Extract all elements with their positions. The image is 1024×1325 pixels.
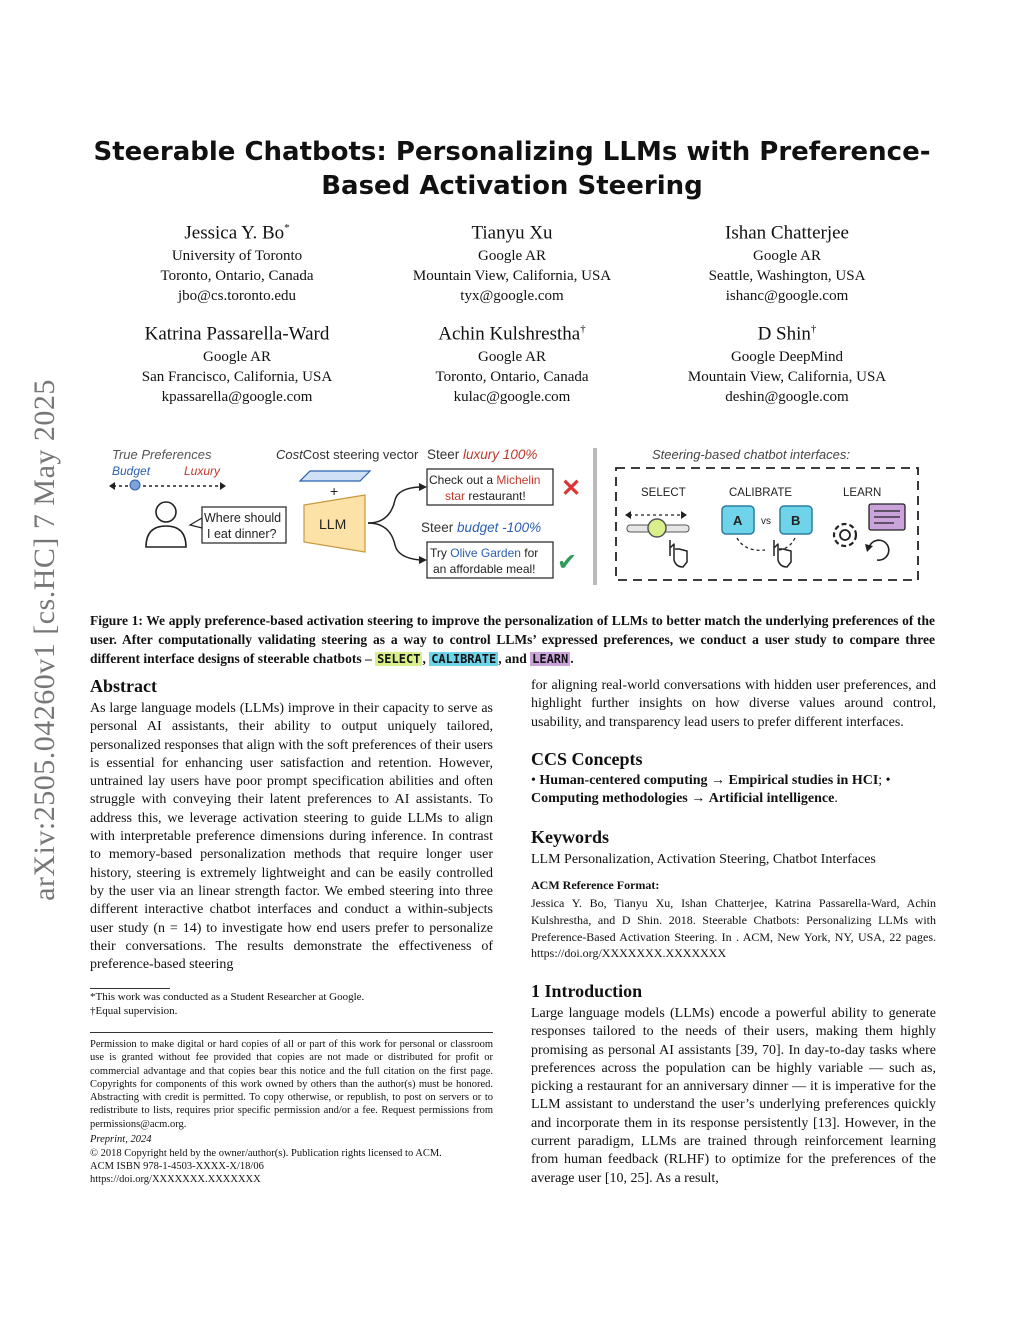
acm-ref-heading: ACM Reference Format:: [531, 878, 660, 892]
fig-resp1-c: star: [445, 489, 466, 503]
ccs-end: .: [834, 791, 838, 807]
intro-text: Large language models (LLMs) encode a powerful ability to generate responses tailored to the needs of their users, making them highly promising as personal AI assistants [39, 70]. In day-to-day tasks where preferences across the population can be highly variable — such as, picking a restaurant for an anniversary dinner — it is imperative for the LLM assistant to understand the user’s underlying preferences quickly and incorporate them in its response persistently [13]. However, in the current paradigm, LLMs are trained through reinforcement learning from human feedback (RLHF) to optimize for the preferences of the average user [10, 25]. As a result,: [531, 1006, 936, 1186]
fig-steer-word: Steer: [427, 447, 460, 462]
footnote-rule: [90, 988, 170, 989]
author-name: Achin Kulshrestha: [438, 323, 581, 345]
caption-text: Figure 1: We apply preference-based activation steering to improve the personalization of LLMs to better match the underlying preferences of the user. After computationally validating steering as a way to control LLMs’ expressed preferences, we conduct a user study to compare three different interface designs of steerable chatbots –: [90, 613, 935, 666]
hand-pointer-icon: [774, 540, 791, 567]
author-name: D Shin: [757, 323, 811, 345]
author-block: [107, 216, 367, 306]
user-icon: [156, 502, 176, 522]
caption-select-tag: SELECT: [377, 652, 421, 666]
fig-arrow-upper: [368, 487, 420, 523]
fig-learn-label: LEARN: [843, 487, 882, 499]
footnote-1: *This work was conducted as a Student Researcher at Google.: [90, 991, 365, 1003]
author-block: [657, 317, 917, 407]
ccs-heading: CCS Concepts: [531, 749, 643, 769]
author-name: Tianyu Xu: [471, 222, 553, 244]
fig-user-question-line1: Where should: [204, 511, 282, 525]
caption-and: , and: [498, 651, 527, 666]
figure-1: [105, 440, 935, 595]
fig-response-budget-line1: [430, 546, 538, 560]
author-affiliation: Google DeepMind: [730, 349, 844, 366]
hand-pointer-icon: [670, 540, 687, 567]
check-icon: ✔: [557, 549, 578, 576]
keywords-text: LLM Personalization, Activation Steering, Chatbot Interfaces: [531, 852, 876, 867]
keywords-heading: Keywords: [531, 827, 609, 847]
author-name: Ishan Chatterjee: [725, 222, 849, 244]
ccs-separator: ; •: [878, 773, 891, 788]
author-name: Jessica Y. Bo: [184, 222, 285, 244]
fig-arrowhead-left: [109, 482, 115, 490]
permission-text: Permission to make digital or hard copies of all or part of this work for personal or classroom use is granted without fee provided that copies are not made or distributed for profit or commercial advantage and that copies bear this notice and the full citation on the first page. Copyrights for components of this work owned by others than the author(s) must be honored. Abstracting with credit is permitted. To copy otherwise, or republish, to post on servers or to redistribute to lists, requires prior specific permission and/or a fee. Request permissions from permissions@acm.org.: [90, 1039, 493, 1130]
cross-icon: ✕: [561, 475, 582, 502]
fig-steer-luxury-value: luxury 100%: [463, 447, 538, 462]
author-affiliation: Google AR: [478, 349, 546, 366]
author-affiliation: Google AR: [203, 349, 271, 366]
fig-calibrate-label: CALIBRATE: [729, 487, 793, 499]
author-mark: *: [284, 222, 290, 234]
author-affiliation: University of Toronto: [171, 248, 303, 265]
fig-arrowhead-right: [220, 482, 226, 490]
gear-icon: [834, 524, 856, 546]
fig-arrow-lower: [368, 523, 420, 560]
fig-resp2-b: Olive Garden: [450, 546, 521, 560]
arxiv-id: arXiv:2505.04260v1 [cs.HC] 7 May 2025: [28, 379, 61, 901]
fig-select-slider-thumb: [648, 519, 666, 537]
author-mark: †: [580, 323, 586, 335]
fig-option-b-label: B: [791, 513, 801, 528]
fig-resp1-a: Check out a: [429, 473, 494, 487]
copyright-note: © 2018 Copyright held by the owner/author(s). Publication rights licensed to ACM.: [90, 1148, 442, 1159]
author-affiliation: Google AR: [478, 248, 546, 265]
fig-cost-vector-label: CostCost steering vector: [276, 447, 419, 462]
fig-user-question-line2: I eat dinner?: [207, 527, 277, 541]
doi-link[interactable]: https://doi.org/XXXXXXX.XXXXXXX: [90, 1174, 261, 1185]
author-location: Seattle, Washington, USA: [708, 268, 866, 285]
author-email[interactable]: ishanc@google.com: [725, 288, 849, 305]
abstract-heading: Abstract: [90, 676, 157, 696]
author-location: Toronto, Ontario, Canada: [435, 369, 589, 386]
fig-steer-word: Steer: [421, 520, 454, 535]
ccs-concepts: [531, 772, 936, 809]
caption-comma: ,: [422, 651, 426, 666]
fig-arrowhead-upper: [419, 483, 427, 491]
fig-calibrate-arrow-right: [777, 538, 795, 550]
ccs-arrow: →: [691, 791, 706, 807]
author-location: Mountain View, California, USA: [687, 369, 887, 386]
preprint-note: Preprint, 2024: [90, 1134, 152, 1145]
fig-luxury-label: Luxury: [184, 464, 221, 478]
ccs-concept-2b: Artificial intelligence: [708, 791, 835, 807]
author-email[interactable]: deshin@google.com: [725, 389, 849, 406]
author-block: [382, 216, 642, 306]
fig-vs-label: vs: [761, 516, 771, 527]
user-body-icon: [146, 526, 186, 547]
abstract-continuation: for aligning real-world conversations with hidden user preferences, and highlight further insights on how diverse values around control, usability, and transparency lead users to prefer different interfaces.: [531, 678, 936, 730]
fig-resp1-b: Michelin: [496, 473, 541, 487]
fig-option-a-label: A: [733, 513, 743, 528]
author-block: [107, 317, 367, 407]
fig-steer-luxury-label: [427, 447, 537, 462]
author-block: [382, 317, 642, 407]
fig-response-luxury-line2: [445, 489, 526, 503]
fig-select-arrow-left: [625, 511, 631, 519]
ccs-concept-2: Computing methodologies: [531, 791, 688, 807]
fig-calibrate-arrow-left: [737, 538, 765, 550]
author-email[interactable]: tyx@google.com: [460, 288, 564, 305]
abstract-text: As large language models (LLMs) improve in their capacity to serve as personal AI assistants, their ability to output uniquely tailored, personalized responses that align with the soft preferences of their users is essential for enhancing user satisfaction and retention. However, untrained lay users have poor prompt specification abilities and often struggle with conveying their latent preferences to AI assistants. To address this, we leverage activation steering to guide LLMs to align with interpretable preference dimensions during inference. In contrast to memory-based personalization methods that require longer user history, steering is extremely lightweight and can be easily controlled by the user via an linear strength factor. We embed steering into three different interactive chatbot interfaces and conduct a within-subjects user study (n = 14) to investigate how end users prefer to personalize their conversations. The results demonstrate the effectiveness of preference-based steering: [90, 701, 493, 973]
ccs-arrow: →: [711, 773, 726, 788]
intro-heading: 1 Introduction: [531, 981, 643, 1001]
permission-rule: [90, 1032, 493, 1033]
footnote-2: †Equal supervision.: [90, 1005, 178, 1017]
fig-llm-label: LLM: [319, 516, 347, 532]
fig-select-arrow-right: [681, 511, 687, 519]
fig-arrowhead-lower: [419, 556, 427, 564]
acm-ref-text: Jessica Y. Bo, Tianyu Xu, Ishan Chatterjee, Katrina Passarella-Ward, Achin Kulshrestha, and D Shin. 2018. Steerable Chatbots: Personalizing LLMs with Preference-Based Activation Steering. In . ACM, New York, NY, USA, 22 pages. https://doi.org/XXXXXXX.XXXXXXX: [531, 896, 936, 961]
author-email[interactable]: kpassarella@google.com: [161, 389, 313, 406]
caption-end: .: [570, 651, 574, 666]
gear-icon-hub: [840, 530, 850, 540]
author-location: San Francisco, California, USA: [141, 369, 333, 386]
author-block: [657, 216, 917, 306]
fig-steer-budget-value: budget -100%: [457, 520, 542, 535]
author-email[interactable]: kulac@google.com: [453, 389, 571, 406]
isbn-note: ACM ISBN 978-1-4503-XXXX-X/18/06: [90, 1161, 264, 1172]
ccs-concept-1b: Empirical studies in HCI: [728, 773, 879, 788]
author-mark: †: [810, 323, 817, 335]
fig-preference-dot: [130, 480, 140, 490]
fig-resp2-c: for: [524, 546, 539, 560]
fig-response-luxury-line1: [429, 473, 540, 487]
author-affiliation: Google AR: [753, 248, 821, 265]
caption-calibrate-tag: CALIBRATE: [431, 652, 497, 666]
author-location: Toronto, Ontario, Canada: [160, 268, 314, 285]
author-email[interactable]: jbo@cs.toronto.edu: [178, 288, 296, 305]
fig-steering-vector-shape: [300, 471, 370, 481]
fig-budget-label: Budget: [112, 464, 151, 478]
paper-title: Steerable Chatbots: Personalizing LLMs with Preference-Based Activation Steering: [93, 137, 931, 201]
fig-interfaces-title: Steering-based chatbot interfaces:: [652, 447, 851, 462]
ccs-concept-1: Human-centered computing: [539, 773, 708, 788]
fig-cost-vector-text: Cost steering vector: [302, 447, 419, 462]
fig-plus-sign: +: [330, 483, 339, 499]
refresh-icon: [869, 540, 889, 560]
fig-bubble-tail: [190, 518, 202, 528]
author-location: Mountain View, California, USA: [412, 268, 612, 285]
fig-select-label: SELECT: [641, 487, 686, 499]
caption-learn-tag: LEARN: [532, 652, 569, 666]
fig-refresh-arrowhead: [865, 544, 873, 552]
fig-response-budget-line2: an affordable meal!: [433, 562, 536, 576]
ccs-bullet: •: [531, 773, 536, 788]
arxiv-sidebar: [20, 350, 70, 930]
author-name: Katrina Passarella-Ward: [144, 323, 330, 345]
fig-resp1-d: restaurant!: [468, 489, 526, 503]
fig-steer-budget-label: [421, 520, 541, 535]
fig-true-preferences-label: True Preferences: [112, 447, 212, 462]
fig-resp2-a: Try: [430, 546, 447, 560]
figure-caption: [90, 611, 935, 669]
